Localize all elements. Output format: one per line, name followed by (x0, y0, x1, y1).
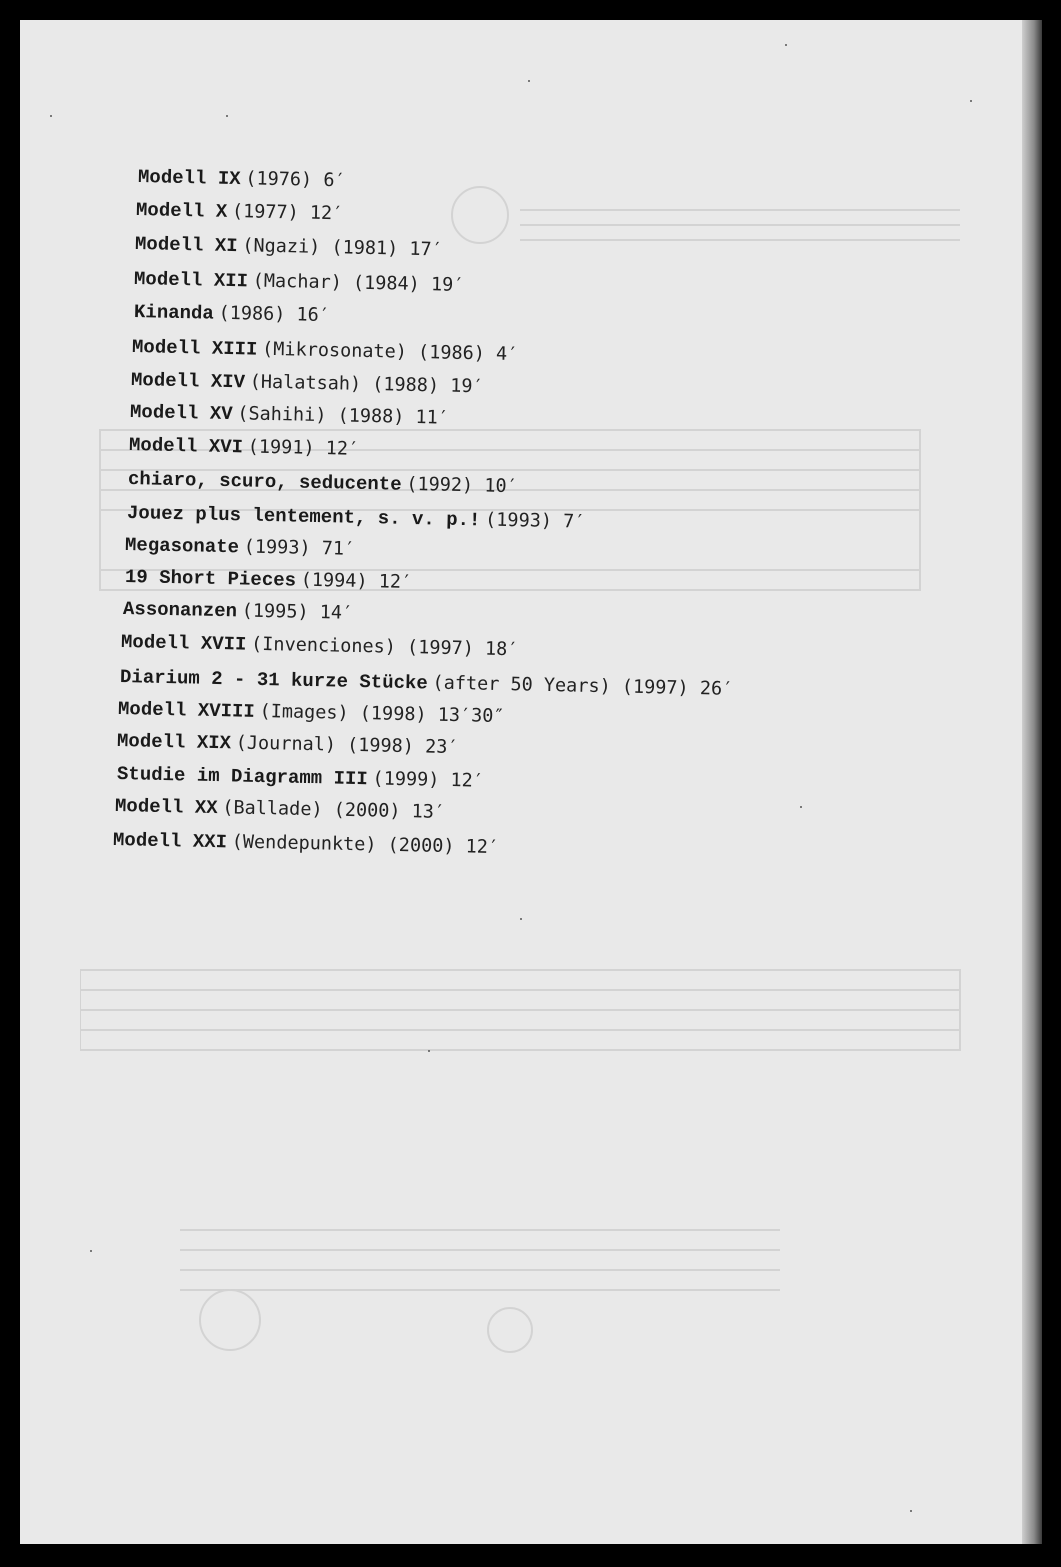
work-details: (1994) 12′ (300, 569, 413, 594)
work-details: (1991) 12′ (247, 436, 360, 460)
list-item (113, 829, 499, 859)
list-item (131, 369, 484, 398)
work-details: (1993) 7′ (484, 509, 586, 533)
list-item (134, 268, 465, 297)
list-item (115, 795, 446, 824)
list-item (121, 631, 519, 661)
list-item (138, 166, 346, 192)
work-details: (Halatsah) (1988) 19′ (249, 371, 484, 398)
work-title: Modell XII (133, 268, 249, 293)
dust-speck (90, 1250, 92, 1252)
work-title: Modell XIV (130, 369, 246, 394)
work-title: Modell XVII (120, 631, 247, 656)
work-details: (Ngazi) (1981) 17′ (242, 235, 444, 261)
dust-speck (50, 115, 52, 117)
work-title: Modell XIX (116, 730, 232, 755)
list-item (117, 763, 484, 793)
work-details: (1986) 16′ (218, 302, 331, 327)
page-edge-shadow (1022, 20, 1042, 1544)
work-title: Diarium 2 - 31 kurze Stücke (119, 666, 429, 695)
scanned-page (20, 20, 1042, 1544)
list-item (117, 730, 459, 759)
work-title: Modell XIII (131, 336, 258, 361)
work-title: Modell XI (134, 233, 238, 258)
list-item (135, 233, 443, 261)
list-item (129, 434, 360, 461)
work-details: (Invenciones) (1997) 18′ (250, 633, 519, 661)
work-details: (1976) 6′ (245, 168, 346, 192)
work-title: Modell XV (129, 401, 233, 426)
list-item (125, 566, 413, 594)
work-details: (1995) 14′ (241, 600, 354, 624)
work-title: Modell XXI (112, 829, 228, 854)
list-item (134, 301, 330, 327)
work-details: (Ballade) (2000) 13′ (222, 797, 446, 823)
work-details: (Mikrosonate) (1986) 4′ (261, 338, 519, 366)
dust-speck (428, 1050, 430, 1052)
list-item (136, 199, 344, 225)
work-details: (1992) 10′ (406, 473, 518, 498)
work-title: Modell XVI (128, 434, 244, 459)
work-title: Jouez plus lentement, s. v. p.! (126, 502, 481, 532)
dust-speck (226, 115, 228, 117)
work-details: (1993) 71′ (243, 536, 356, 560)
work-details: (Journal) (1998) 23′ (235, 732, 459, 759)
work-details: (Wendepunkte) (2000) 12′ (231, 831, 500, 859)
work-title: Assonanzen (122, 598, 238, 623)
list-item (127, 502, 586, 534)
work-title: Studie im Diagramm III (116, 763, 369, 791)
dust-speck (528, 80, 530, 82)
work-title: Kinanda (133, 301, 215, 325)
work-title: Modell XX (114, 795, 218, 820)
work-details: (1999) 12′ (372, 768, 485, 792)
list-item (125, 534, 356, 561)
work-details: (1977) 12′ (231, 201, 344, 225)
dust-speck (785, 44, 787, 46)
work-details: (Machar) (1984) 19′ (252, 270, 465, 296)
work-title: Modell IX (137, 166, 241, 191)
list-item (132, 336, 519, 366)
dust-speck (800, 806, 802, 808)
work-details: (Sahihi) (1988) 11′ (237, 403, 450, 429)
work-title: Modell X (135, 199, 228, 223)
works-list (20, 20, 1042, 920)
work-title: 19 Short Pieces (124, 566, 297, 592)
list-item (120, 666, 734, 701)
list-item (118, 698, 505, 728)
dust-speck (910, 1510, 912, 1512)
work-title: chiaro, scuro, seducente (127, 468, 402, 496)
list-item (123, 598, 354, 625)
dust-speck (520, 918, 522, 920)
work-title: Modell XVIII (117, 698, 256, 723)
work-details: (Images) (1998) 13′30″ (259, 700, 505, 728)
list-item (130, 401, 449, 430)
work-title: Megasonate (124, 534, 240, 559)
work-details: (after 50 Years) (1997) 26′ (432, 672, 734, 700)
list-item (128, 468, 518, 498)
dust-speck (970, 100, 972, 102)
